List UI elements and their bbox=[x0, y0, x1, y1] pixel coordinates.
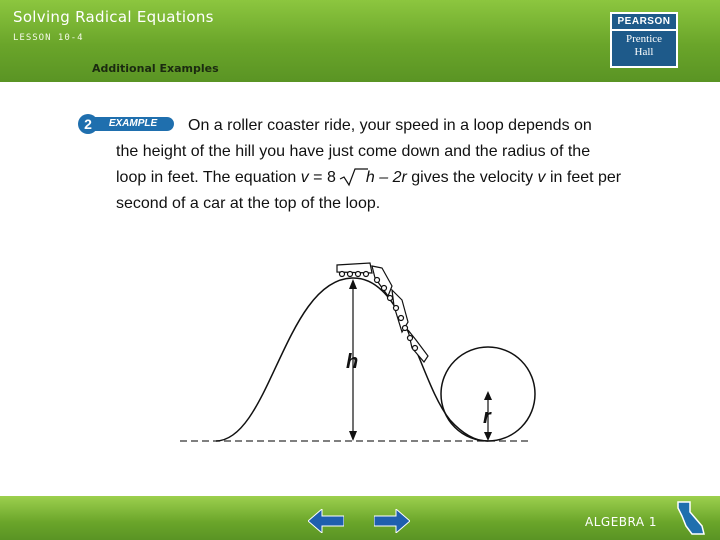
coaster-wheel bbox=[399, 316, 404, 321]
var-v-2: v bbox=[537, 169, 546, 186]
footer-bar bbox=[0, 496, 720, 540]
coaster-wheel bbox=[403, 326, 408, 331]
coaster-wheel bbox=[408, 336, 413, 341]
logo-line-1: Prentice bbox=[625, 33, 663, 45]
lesson-label: LESSON 10-4 bbox=[13, 33, 84, 43]
coaster-wheel bbox=[394, 306, 399, 311]
coaster-wheel bbox=[364, 272, 369, 277]
coaster-wheel bbox=[413, 346, 418, 351]
example-label: EXAMPLE bbox=[92, 117, 174, 131]
left-arrow-icon[interactable] bbox=[308, 509, 344, 533]
radius-arrow-head-bottom bbox=[484, 432, 492, 441]
page-title: Solving Radical Equations bbox=[13, 8, 214, 26]
coaster-wheel bbox=[382, 286, 387, 291]
coaster-wheel bbox=[340, 272, 345, 277]
logo-line-2: Hall bbox=[634, 46, 654, 58]
coaster-wheel bbox=[356, 272, 361, 277]
radius-label: r bbox=[483, 406, 491, 428]
height-arrow-head-bottom bbox=[349, 431, 357, 441]
previous-slide-button[interactable] bbox=[308, 509, 344, 533]
coaster-wheel bbox=[388, 296, 393, 301]
radius-arrow-head-top bbox=[484, 391, 492, 400]
logo-brand: PEARSON bbox=[617, 16, 671, 27]
coaster-car-4 bbox=[408, 330, 428, 362]
right-arrow-icon[interactable] bbox=[374, 509, 410, 533]
problem-line-3-b: gives the velocity bbox=[406, 169, 538, 186]
height-arrow-head-top bbox=[349, 279, 357, 289]
problem-line-4: second of a car at the top of the loop. bbox=[116, 195, 381, 212]
problem-line-1: On a roller coaster ride, your speed in a loop depends on bbox=[188, 117, 592, 134]
course-label: ALGEBRA 1 bbox=[585, 515, 658, 529]
problem-line-2: the height of the hill you have just come down and the radius of the bbox=[116, 143, 591, 160]
next-slide-button[interactable] bbox=[374, 509, 410, 533]
problem-line-3-c: in feet per bbox=[545, 169, 622, 186]
california-state-icon bbox=[672, 500, 708, 536]
problem-line-3-a: loop in feet. The equation bbox=[116, 169, 301, 186]
coaster-wheel bbox=[348, 272, 353, 277]
height-label: h bbox=[346, 351, 359, 373]
radicand: h – 2r bbox=[365, 169, 407, 186]
coaster-wheel bbox=[375, 278, 380, 283]
section-subtitle: Additional Examples bbox=[92, 62, 219, 75]
var-v: v bbox=[300, 169, 309, 186]
example-number: 2 bbox=[78, 114, 98, 134]
equation-coefficient: = 8 bbox=[308, 169, 336, 186]
